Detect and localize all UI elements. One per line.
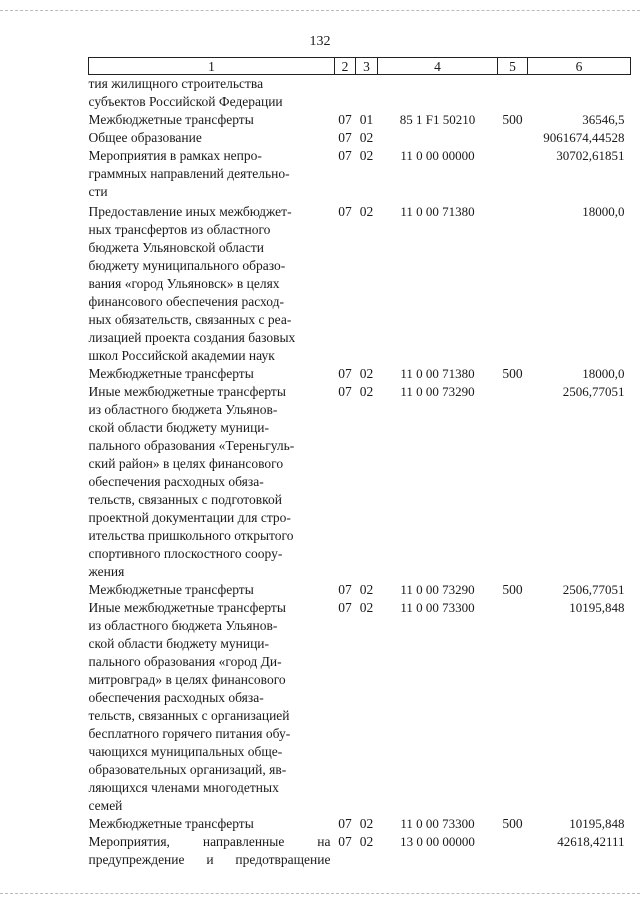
column-header-6: 6: [528, 58, 631, 75]
row-target-code: 11 0 00 73290: [400, 582, 475, 597]
row-name: Мероприятия, направленные на предупреждение и предотвращение: [88, 834, 331, 867]
row-amount: 18000,0: [582, 366, 625, 381]
row-target-code: 11 0 00 73300: [400, 600, 475, 615]
table-row: [89, 129, 631, 147]
row-name: Межбюджетные трансферты: [88, 816, 254, 831]
row-section: 07: [338, 582, 352, 597]
row-target-code: 11 0 00 00000: [400, 148, 475, 163]
row-expense-type: [498, 147, 528, 201]
row-section: 07: [338, 600, 352, 615]
row-target-code: [378, 129, 498, 147]
row-subsection: 02: [359, 834, 374, 849]
budget-table: [88, 57, 631, 869]
row-section: 07: [338, 204, 352, 219]
row-name: тия жилищного строительства субъектов Российской Федерации: [88, 76, 283, 109]
row-target-code: 85 1 F1 50210: [399, 112, 476, 127]
column-header-4: 4: [378, 58, 498, 75]
row-name: Мероприятия в рамках непро- граммных направлений деятельно- сти: [88, 148, 290, 199]
row-subsection: 02: [359, 816, 374, 831]
table-row: [89, 833, 631, 869]
row-name: Межбюджетные трансферты: [88, 366, 254, 381]
row-name: Общее образование: [88, 130, 202, 145]
table-row: [89, 383, 631, 581]
row-section: 07: [338, 112, 352, 127]
row-name: Иные межбюджетные трансферты из областного бюджета Ульянов- ской области бюджету муници- пального образования «Тереньгуль- ский район» в целях финансового обеспечения расходных обяза- тельств, связанных с подготовкой проектной документации для стро- ительства пришкольного открытого спортивного плоскостного соору- жения: [88, 384, 295, 579]
row-target-code: 13 0 00 00000: [400, 834, 475, 849]
row-subsection: 02: [359, 204, 374, 219]
row-expense-type: 500: [502, 816, 523, 831]
page-number: 132: [309, 34, 331, 49]
row-name: Иные межбюджетные трансферты из областного бюджета Ульянов- ской области бюджету муници- пального образования «город Ди- митровград» в целях финансового обеспечения расходных обяза- тельств, связанных с организацией бесплатного горячего питания обу- чающихся муниципальных обще- образовательных организаций, яв- ляющихся членами многодетных семей: [88, 600, 291, 813]
row-expense-type: [498, 129, 528, 147]
row-target-code: 11 0 00 73290: [400, 384, 475, 399]
row-amount: 18000,0: [582, 204, 625, 219]
row-subsection: 02: [359, 582, 374, 597]
row-target-code: 11 0 00 71380: [400, 204, 475, 219]
row-section: 07: [338, 816, 352, 831]
row-amount: [528, 75, 631, 112]
column-header-3: 3: [356, 58, 378, 75]
row-subsection: 02: [359, 384, 374, 399]
row-section: 07: [338, 148, 352, 163]
row-amount: 2506,77051: [562, 384, 625, 399]
table-header-row: [89, 58, 631, 75]
row-target-code: 11 0 00 73300: [400, 816, 475, 831]
row-amount: 2506,77051: [562, 582, 625, 597]
row-name: Предоставление иных межбюджет- ных трансфертов из областного бюджета Ульяновской области бюджету муниципального образо- вания «город Ульяновск» в целях финансового обеспечения расход- ных обязательств, связанных с реа- лизацией проекта создания базовых школ Российской академии наук: [88, 204, 296, 363]
row-section: 07: [338, 384, 352, 399]
row-section: [335, 75, 356, 112]
table-row: [89, 75, 631, 112]
row-section: 07: [338, 834, 352, 849]
row-amount: 36546,5: [582, 112, 625, 127]
row-expense-type: [498, 383, 528, 581]
table-row: [89, 815, 631, 833]
table-row: [89, 111, 631, 129]
row-amount: 9061674,44528: [543, 130, 625, 145]
row-expense-type: [498, 75, 528, 112]
row-target-code: [378, 75, 498, 112]
row-subsection: 02: [359, 130, 374, 145]
table-row: [89, 599, 631, 815]
row-amount: 30702,61851: [556, 148, 625, 163]
row-expense-type: [498, 833, 528, 869]
row-expense-type: [498, 599, 528, 815]
column-header-1: 1: [89, 58, 335, 75]
row-section: 07: [338, 366, 352, 381]
column-header-2: 2: [335, 58, 356, 75]
row-subsection: 01: [359, 112, 374, 127]
row-name: Межбюджетные трансферты: [88, 582, 254, 597]
row-section: 07: [338, 130, 352, 145]
row-subsection: [356, 75, 378, 112]
row-target-code: 11 0 00 71380: [400, 366, 475, 381]
row-amount: 10195,848: [569, 816, 625, 831]
table-row: [89, 581, 631, 599]
scan-edge-bottom: [0, 893, 640, 894]
scan-edge-top: [0, 10, 640, 11]
row-subsection: 02: [359, 600, 374, 615]
row-name: Межбюджетные трансферты: [88, 112, 254, 127]
row-expense-type: 500: [502, 582, 523, 597]
column-header-5: 5: [498, 58, 528, 75]
table-row: [89, 365, 631, 383]
table-row: [89, 147, 631, 201]
row-expense-type: 500: [502, 112, 523, 127]
row-amount: 42618,42111: [557, 834, 625, 849]
row-expense-type: [498, 201, 528, 365]
row-subsection: 02: [359, 366, 374, 381]
row-expense-type: 500: [502, 366, 523, 381]
row-amount: 10195,848: [569, 600, 625, 615]
row-subsection: 02: [359, 148, 374, 163]
table-row: [89, 201, 631, 365]
